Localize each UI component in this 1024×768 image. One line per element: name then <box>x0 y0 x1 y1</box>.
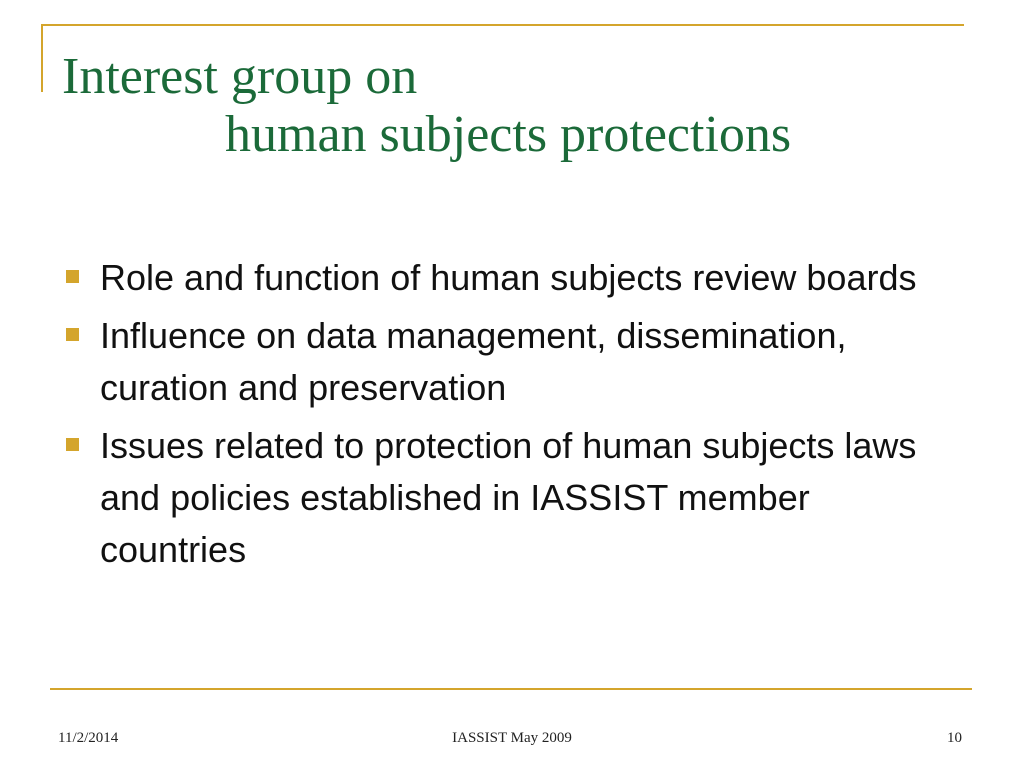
slide-title <box>62 48 791 164</box>
bullet-text: Role and function of human subjects review boards <box>100 257 917 298</box>
bullet-item <box>62 310 962 414</box>
footer-event: IASSIST May 2009 <box>452 730 572 746</box>
footer-date: 11/2/2014 <box>58 730 119 746</box>
title-line-2: human subjects protections <box>225 106 792 164</box>
footer-page-number: 10 <box>947 730 962 746</box>
square-bullet-icon <box>66 270 79 283</box>
top-frame-line <box>41 24 964 26</box>
bullet-item <box>62 420 962 576</box>
left-frame-line <box>41 24 43 92</box>
square-bullet-icon <box>66 438 79 451</box>
footer-divider <box>50 688 972 690</box>
square-bullet-icon <box>66 328 79 341</box>
bullet-list <box>62 252 962 582</box>
bullet-text: Influence on data management, dissemination, curation and preservation <box>100 315 847 408</box>
bullet-item <box>62 252 962 304</box>
bullet-text: Issues related to protection of human subjects laws and policies established in IASSIST member countries <box>100 425 917 570</box>
title-line-1: Interest group on <box>62 48 418 105</box>
